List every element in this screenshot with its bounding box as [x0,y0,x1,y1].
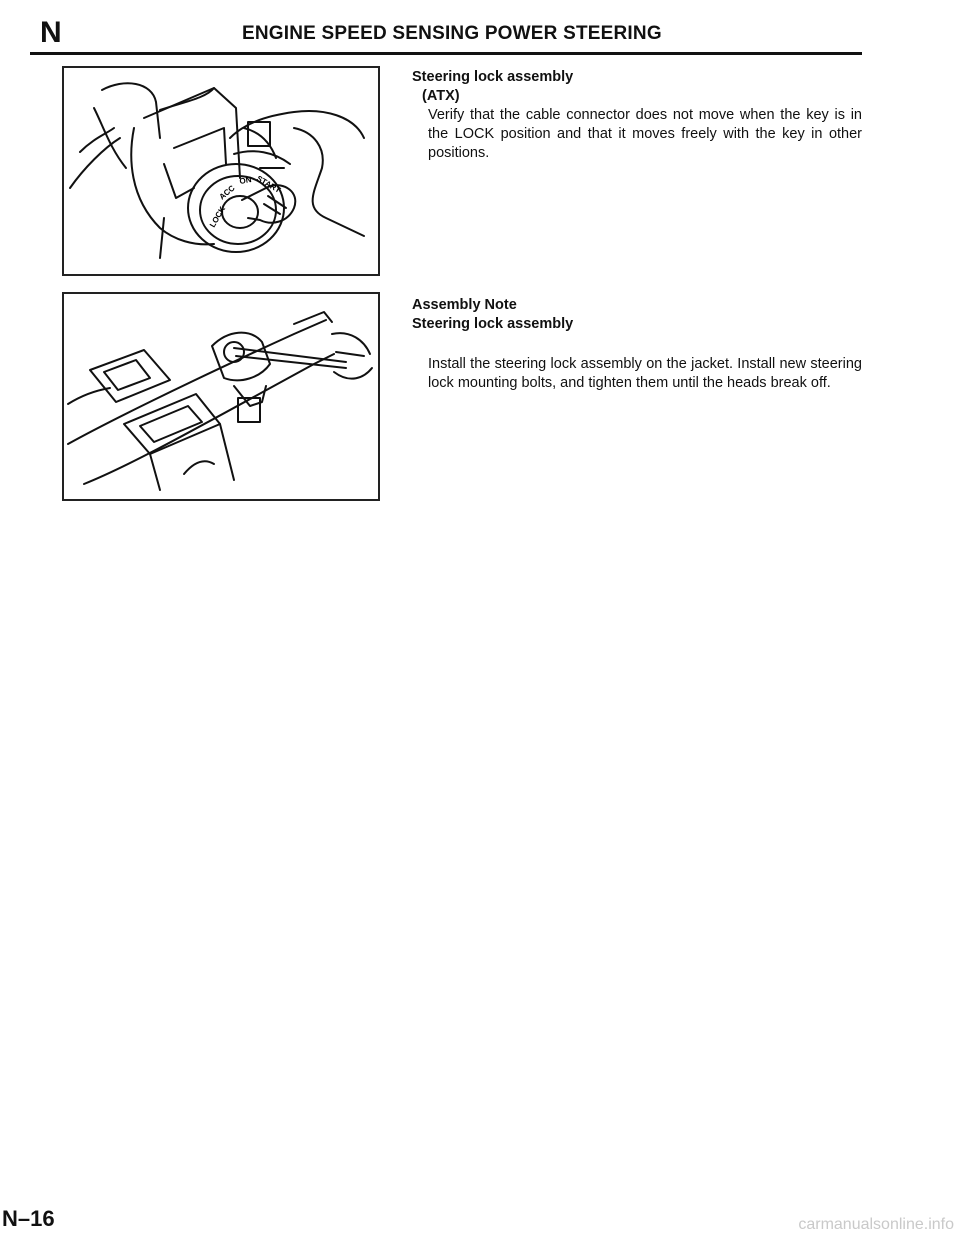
section-letter: N [40,16,62,49]
header-title: ENGINE SPEED SENSING POWER STEERING [242,23,662,44]
key-marking-acc: ACC [217,183,237,202]
key-marking-on: ON [238,175,253,186]
section-body: Verify that the cable connector does not move when the key is in the LOCK position and that it moves freely with the key in other positions. [428,107,862,161]
section-subheading: (ATX) [422,88,460,104]
steering-lock-mounting-bolts-illustration [62,292,380,501]
section-heading: Steering lock assembly [412,69,574,85]
key-marking-start: START [255,173,283,195]
steering-column-wrench-drawing [64,294,378,499]
watermark: carmanualsonline.info [798,1216,954,1233]
page-header [30,18,862,55]
section-steering-lock-atx [412,68,862,163]
section-subheading: Steering lock assembly [412,316,574,332]
section-heading: Assembly Note [412,297,517,313]
key-marking-lock: LOCK [207,204,228,229]
page-number: N–16 [2,1206,55,1231]
section-assembly-note [412,296,862,393]
steering-lock-key-drawing [64,68,378,274]
section-body: Install the steering lock assembly on the jacket. Install new steering lock mounting bolts, and tighten them until the heads break off. [428,356,862,391]
steering-lock-key-illustration [62,66,380,276]
